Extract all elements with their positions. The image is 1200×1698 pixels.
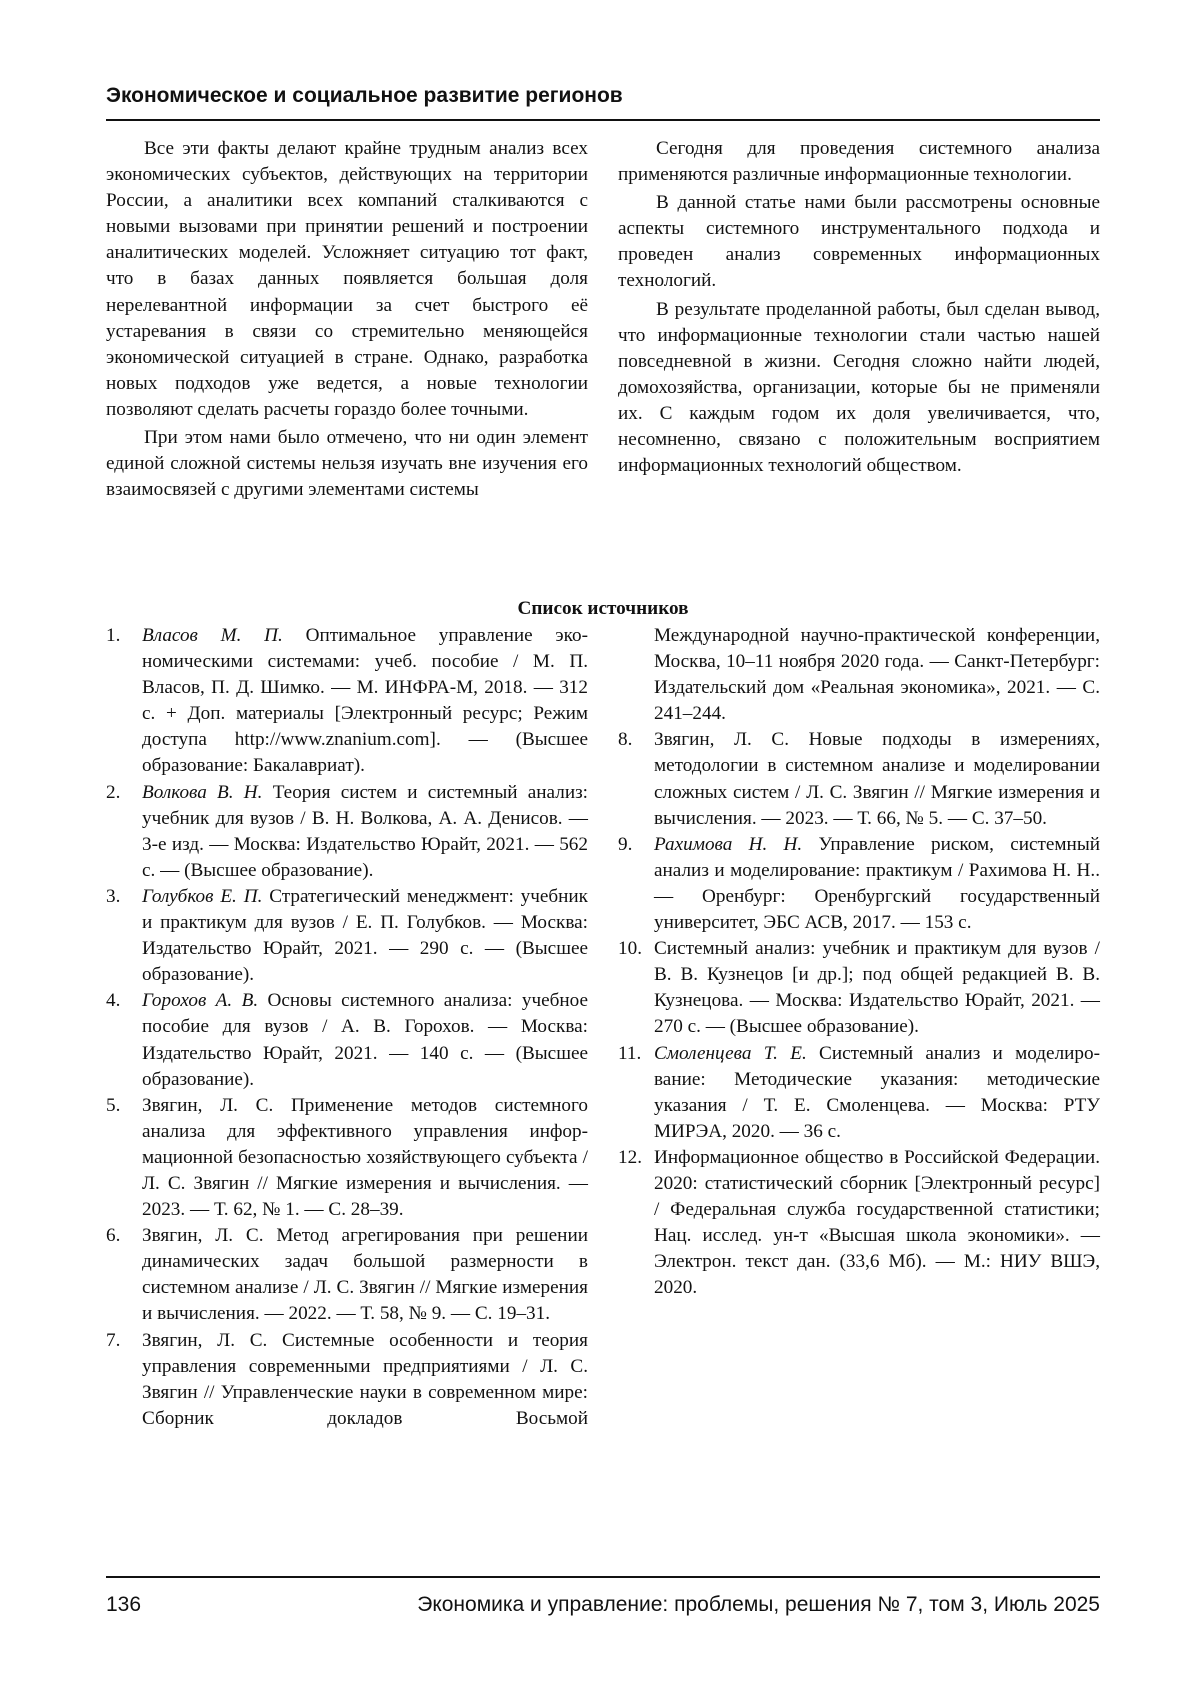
- reference-item: [106, 780, 588, 884]
- reference-item: [106, 1328, 588, 1432]
- reference-number: 11.: [618, 1042, 642, 1064]
- paragraph: В результате проделанной работы, был сделан вывод, что информационные технологии стали частью нашей повседневной в жизни. Сегодня сложно найти людей, домохозяйства, организации, которые бы не применяли их. С каждым годом их доля увеличивается, что, несомненно, связано с положительным восприятием информационных технологий обществом.: [618, 298, 1100, 477]
- references-title: Список источников: [517, 598, 689, 619]
- reference-author: Голубков Е. П.: [142, 885, 263, 907]
- reference-text: Международной научно-практической конференции, Москва, 10–11 ноября 2020 года. — Санкт-Петербург: Издательский дом «Реальная экономика», 2021. — С. 241–244.: [654, 625, 1100, 725]
- reference-author: Власов М. П.: [142, 625, 283, 646]
- reference-number: 1.: [106, 625, 121, 646]
- reference-text: Теория систем и системный анализ: учебник для вузов / В. Н. Волкова, А. А. Денисов. — 3-е изд. — Москва: Издательство Юрайт, 2021. — 562 с. — (Высшее образование).: [142, 781, 588, 881]
- footer-rule: [106, 1576, 1100, 1578]
- paragraph: Сегодня для проведения системного анализа применяются различные информационные технологии.: [618, 138, 1100, 186]
- left-column: [106, 136, 588, 505]
- journal-title: Экономика и управление: проблемы, решения № 7, том 3, Июль 2025: [417, 1593, 1100, 1616]
- reference-item: [618, 727, 1100, 831]
- reference-text: Звягин, Л. С. Системные особенности и теория управления современными предприятиями / Л. С. Звягин // Управленческие науки в современном мире: Сборник докладов Восьмой: [142, 1329, 588, 1429]
- reference-item: [618, 1145, 1100, 1302]
- page-number: 136: [106, 1593, 142, 1616]
- reference-text: Системный анализ: учебник и практикум для вузов / В. В. Кузнецов [и др.]; под общей редакцией В. В. Кузнецова. — Москва: Издательство Юрайт, 2021. — 270 с. — (Высшее образование).: [654, 938, 1100, 1038]
- reference-text: Звягин, Л. С. Новые подходы в измерениях, методологии в системном анализе и моделировании сложных систем / Л. С. Звягин // Мягкие измерения и вычисления. — 2023. — Т. 66, № 5. — С. 37–50.: [654, 729, 1100, 829]
- page-footer: [106, 1590, 1100, 1620]
- running-head: Экономическое и социальное развитие регионов: [106, 84, 623, 107]
- reference-item: [106, 884, 588, 988]
- right-column: [618, 136, 1100, 481]
- reference-continuation: [618, 623, 1100, 727]
- reference-item: [106, 1223, 588, 1327]
- reference-text: Информационное общество в Российской Федерации. 2020: статистический сборник [Электронный ресурс] / Федеральная служба государственной статистики; Нац. исслед. ун-т «Высшая школа экономики». — Электрон. текст дан. (33,6 Мб). — М.: НИУ ВШЭ, 2020.: [654, 1146, 1100, 1299]
- reference-author: Смоленцева Т. Е.: [654, 1042, 807, 1064]
- reference-number: 7.: [106, 1329, 121, 1351]
- reference-number: 5.: [106, 1094, 121, 1116]
- reference-author: Рахимова Н. Н.: [654, 833, 803, 855]
- reference-number: 2.: [106, 781, 121, 803]
- reference-text: Оптимальное управление экономическими системами: учеб. пособие / М. П. Власов, П. Д. Шимко. — М. ИНФРА-М, 2018. — 312 с. + Доп. материалы [Электронный ресурс; Режим доступа http://www.znanium.com]. — (Высшее образование: Бакалавриат).: [142, 625, 588, 777]
- references-list-right: [618, 623, 1100, 1301]
- reference-number: 4.: [106, 990, 121, 1012]
- reference-text: Стратегический менеджмент: учебник и практикум для вузов / Е. П. Голубков. — Москва: Издательство Юрайт, 2021. — 290 с. — (Высшее образование).: [142, 885, 589, 986]
- reference-number: 12.: [618, 1146, 642, 1168]
- reference-text: Управление риском, системный анализ и моделирование: практикум / Рахимова Н. Н.. — Оренбург: Оренбургский государственный университет, ЭБС АСВ, 2017. — 153 с.: [654, 833, 1100, 934]
- reference-number: 8.: [618, 729, 633, 751]
- reference-item: [618, 832, 1100, 936]
- reference-item: [106, 1093, 588, 1223]
- reference-text: Звягин, Л. С. Применение методов системного анализа для эффективного управления информационной безопасностью хозяйствующего субъекта / Л. С. Звягин // Мягкие измерения и вычисления. — 2023. — Т. 62, № 1. — С. 28–39.: [142, 1094, 588, 1221]
- paragraph: При этом нами было отмечено, что ни один элемент единой сложной системы нельзя изучать вне изучения его взаимосвязей с другими элементами системы: [106, 427, 588, 501]
- reference-number: 6.: [106, 1225, 121, 1247]
- reference-text: Звягин, Л. С. Метод агрегирования при решении динамических задач большой размерности в системном анализе / Л. С. Звягин // Мягкие измерения и вычисления. — 2022. — Т. 58, № 9. — С. 19–31.: [142, 1225, 588, 1325]
- reference-item: [106, 988, 588, 1092]
- references-list-left: [106, 623, 588, 1432]
- reference-text: Основы системного анализа: учебное пособие для вузов / А. В. Горохов. — Москва: Издательство Юрайт, 2021. — 140 с. — (Высшее образование).: [142, 990, 588, 1090]
- reference-author: Горохов А. В.: [142, 990, 259, 1012]
- reference-item: [106, 623, 588, 780]
- paragraph: В данной статье нами были рассмотрены основные аспекты системного инструментального подхода и проведен анализ современных информационных технологий.: [618, 192, 1100, 292]
- paragraph: Все эти факты делают крайне трудным анализ всех экономических субъектов, действующих на территории России, а аналитики всех компаний сталкиваются с новыми вызовами при принятии решений и построении аналитических моделей. Усложняет ситуацию тот факт, что в базах данных появляется большая доля нерелевантной информации за счет быстрого её устаревания в связи со стремительно меняющейся экономической ситуацией в стране. Однако, разработка новых подходов уже ведется, а новые технологии позволяют сделать расчеты гораздо более точными.: [106, 138, 588, 420]
- reference-author: Волкова В. Н.: [142, 781, 263, 803]
- reference-number: 3.: [106, 885, 121, 907]
- reference-text: Системный анализ и моделирование: Методические указания: методические указания / Т. Е. Смоленцева. — Москва: РТУ МИРЭА, 2020. — 36 с.: [654, 1042, 1100, 1142]
- header-rule: [106, 119, 1100, 121]
- reference-number: 10.: [618, 938, 642, 960]
- reference-number: 9.: [618, 833, 633, 855]
- reference-item: [618, 936, 1100, 1040]
- reference-item: [618, 1041, 1100, 1145]
